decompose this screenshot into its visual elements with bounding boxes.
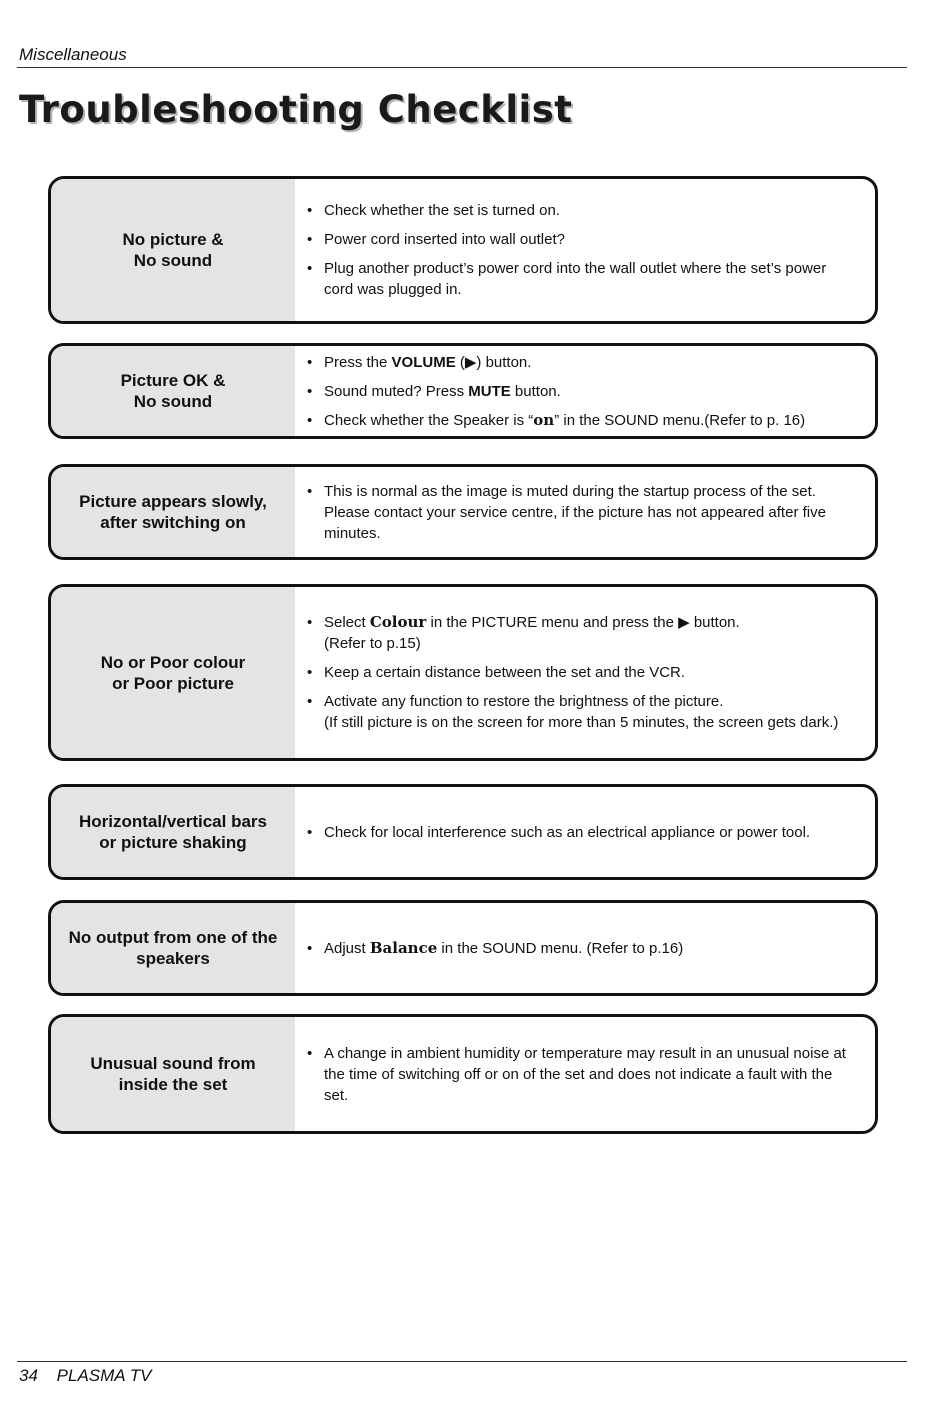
solution-item [305,612,857,654]
solution-item [305,381,857,402]
solution-item [305,1043,857,1106]
solution-keyword: Colour [369,613,427,631]
solution-text-post: in the SOUND menu. (Refer to p.16) [437,939,684,957]
solution-item [305,258,857,300]
solution-text-pre: Sound muted? Press [324,382,469,400]
solution-keyword: on [533,410,555,429]
problem-label: Picture OK & No sound [51,346,295,436]
solution-item [305,229,857,250]
solution-note: (Refer to p.15) [324,635,421,652]
solution-text [324,693,723,710]
footer-divider [17,1361,907,1362]
section-label: Miscellaneous [19,45,127,64]
solution-list [295,587,875,758]
checklist-row [48,584,878,761]
solution-list [295,787,875,877]
checklist-row [48,343,878,439]
solution-text [324,1045,846,1104]
solution-keyword: Balance [369,938,438,957]
solution-item [305,822,857,843]
solution-list [295,467,875,557]
solution-list [295,903,875,993]
checklist-row [48,900,878,996]
solution-text [324,231,565,248]
checklist-row [48,784,878,880]
solution-text-body: Activate any function to restore the brightness of the picture. [324,693,724,710]
solution-text [324,614,740,631]
problem-label: No output from one of the speakers [51,903,295,993]
solution-text-pre: Adjust [324,939,370,957]
solution-text [324,664,685,681]
solution-list [295,179,875,321]
solution-item [305,662,857,683]
solution-item [305,938,857,959]
checklist-row [48,176,878,324]
problem-label: No or Poor colour or Poor picture [51,587,295,758]
solution-text-post: in the PICTURE menu and press the ▶ button. [426,614,740,631]
problem-label: No picture & No sound [51,179,295,321]
solution-text-post: (▶) button. [455,353,532,371]
solution-text-pre: Check whether the Speaker is “ [324,411,534,429]
problem-label: Horizontal/vertical bars or picture shaking [51,787,295,877]
solution-note: (If still picture is on the screen for more than 5 minutes, the screen gets dark.) [324,714,839,731]
checklist-row [48,464,878,560]
solution-text-body: Check whether the set is turned on. [324,202,560,219]
solution-text-pre: Select [324,614,370,631]
solution-item [305,352,857,373]
solution-item [305,691,857,733]
problem-label: Unusual sound from inside the set [51,1017,295,1131]
solution-text-body: This is normal as the image is muted during the startup process of the set. Please contact your service centre, if the picture has not appeared after five minutes. [324,482,826,542]
solution-text-post: ” in the SOUND menu.(Refer to p. 16) [554,411,806,429]
solution-list [295,346,875,436]
solution-item [305,410,857,431]
product-name: PLASMA TV [56,1366,152,1385]
solution-text-body: Check for local interference such as an electrical appliance or power tool. [324,823,811,841]
problem-label: Picture appears slowly, after switching on [51,467,295,557]
solution-keyword: VOLUME [391,353,456,371]
solution-list [295,1017,875,1131]
solution-text [324,824,810,841]
page-number: 34 [19,1366,38,1385]
solution-item [305,481,857,544]
solution-text [324,260,826,298]
solution-text-body: Plug another product’s power cord into the wall outlet where the set’s power cord was plugged in. [324,260,827,298]
solution-text-body: Keep a certain distance between the set and the VCR. [324,664,686,681]
solution-text [324,483,826,542]
solution-text [324,412,805,429]
solution-text [324,354,531,371]
solution-text-pre: Press the [324,353,392,371]
solution-text-post: button. [510,382,561,400]
solution-text-body: A change in ambient humidity or temperature may result in an unusual noise at the time of switching off or on of the set and does not indicate a fault with the set. [324,1044,846,1104]
solution-text-body: Power cord inserted into wall outlet? [324,231,565,248]
solution-text [324,383,561,400]
page-title: Troubleshooting Checklist [19,88,573,131]
solution-item [305,200,857,221]
solution-text [324,940,683,957]
footer [19,1366,151,1386]
solution-text [324,202,560,219]
checklist-row [48,1014,878,1134]
solution-keyword: MUTE [468,382,511,400]
